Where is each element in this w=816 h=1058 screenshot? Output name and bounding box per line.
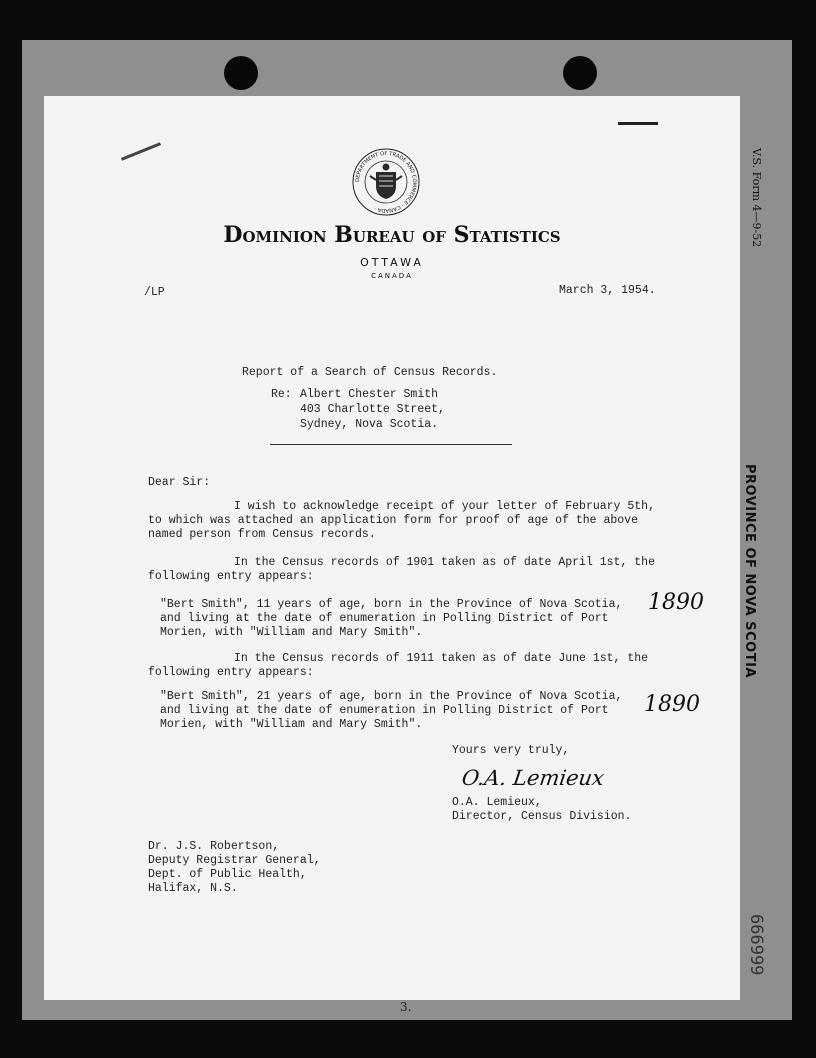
signature: O.A. Lemieux — [460, 766, 606, 790]
crest-emblem — [350, 146, 422, 218]
addressee-line: Halifax, N.S. — [148, 882, 238, 895]
paragraph-line: to which was attached an application form for proof of age of the above — [148, 514, 638, 527]
census-entry-line: Morien, with "William and Mary Smith". — [160, 626, 423, 639]
reference-code: /LP — [144, 286, 165, 299]
letter-date: March 3, 1954. — [559, 284, 656, 297]
dash-mark — [618, 122, 658, 125]
addressee-line: Deputy Registrar General, — [148, 854, 321, 867]
paragraph-line: following entry appears: — [148, 570, 314, 583]
punch-hole-left — [224, 56, 258, 90]
handwritten-year-1: 1890 — [648, 590, 704, 615]
census-entry-line: "Bert Smith", 11 years of age, born in the Province of Nova Scotia, — [160, 598, 623, 611]
paragraph-line: named person from Census records. — [148, 528, 376, 541]
addressee-line: Dept. of Public Health, — [148, 868, 307, 881]
signer-title: Director, Census Division. — [452, 810, 632, 823]
serial-number: 666999 — [746, 914, 766, 976]
paragraph-line: following entry appears: — [148, 666, 314, 679]
addressee-line: Dr. J.S. Robertson, — [148, 840, 280, 853]
form-code: V.S. Form 4—9-52 — [750, 148, 763, 248]
crest-text: DEPARTMENT OF TRADE AND COMMERCE · CANADA · — [354, 150, 418, 214]
province-tab: PROVINCE OF NOVA SCOTIA — [742, 464, 757, 678]
closing: Yours very truly, — [452, 744, 570, 757]
re-line: Sydney, Nova Scotia. — [300, 418, 439, 431]
re-line: 403 Charlotte Street, — [300, 403, 445, 416]
punch-hole-right — [563, 56, 597, 90]
subject-line: Report of a Search of Census Records. — [242, 366, 498, 379]
census-entry-line: and living at the date of enumeration in Polling District of Port — [160, 612, 609, 625]
signer-name: O.A. Lemieux, — [452, 796, 542, 809]
handwritten-year-2: 1890 — [644, 692, 700, 717]
census-entry-line: "Bert Smith", 21 years of age, born in the Province of Nova Scotia, — [160, 690, 623, 703]
org-country: CANADA — [371, 272, 413, 280]
paragraph-line: In the Census records of 1901 taken as of date April 1st, the — [234, 556, 655, 569]
census-entry-line: Morien, with "William and Mary Smith". — [160, 718, 423, 731]
divider — [270, 444, 512, 445]
pencil-mark — [121, 142, 161, 161]
re-line: Albert Chester Smith — [300, 388, 439, 401]
org-city: OTTAWA — [360, 256, 424, 269]
footer-mark: 3. — [400, 1000, 412, 1014]
org-name: Dominion Bureau of Statistics — [223, 222, 561, 248]
paragraph-line: In the Census records of 1911 taken as of date June 1st, the — [234, 652, 649, 665]
paragraph-line: I wish to acknowledge receipt of your letter of February 5th, — [234, 500, 655, 513]
re-label: Re: — [271, 388, 292, 401]
salutation: Dear Sir: — [148, 476, 211, 489]
census-entry-line: and living at the date of enumeration in Polling District of Port — [160, 704, 609, 717]
letter-page — [44, 96, 740, 1000]
